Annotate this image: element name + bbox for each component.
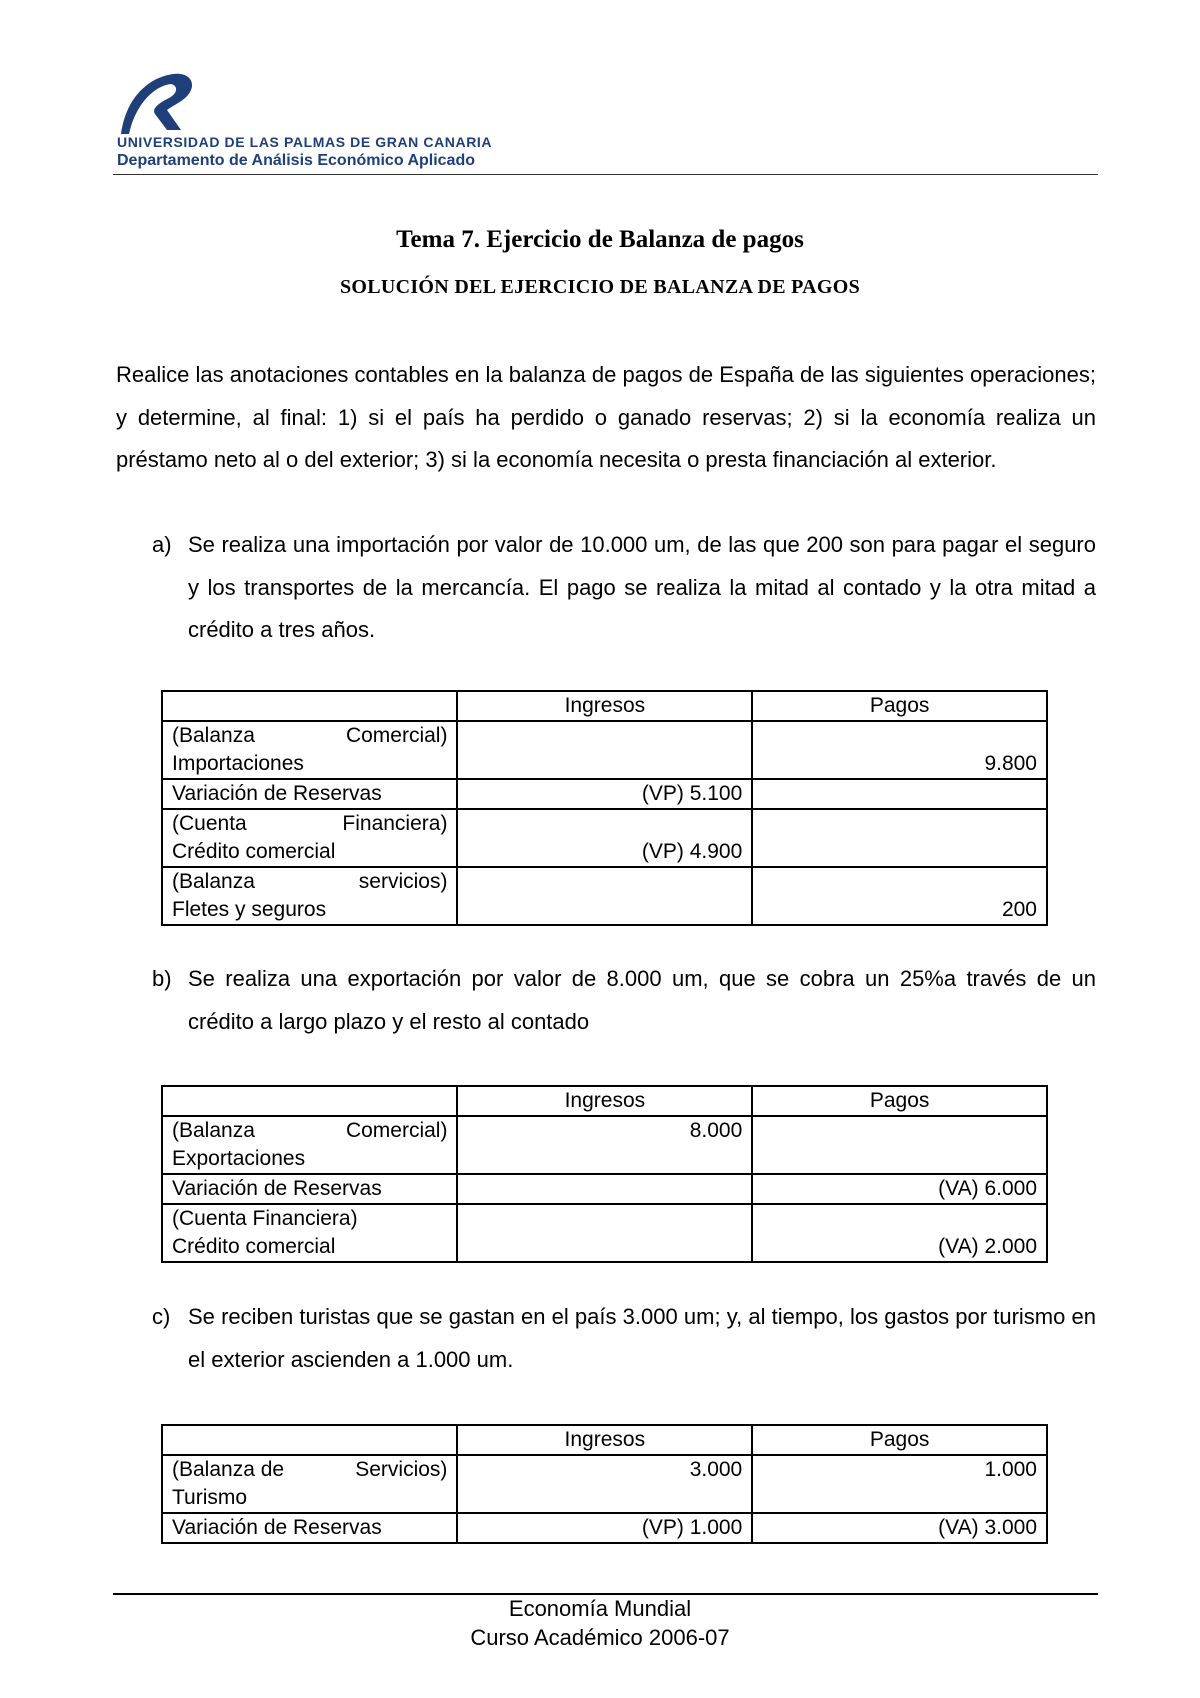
concept-cell: Variación de Reservas <box>162 1513 457 1543</box>
concept-cell: (Balanza servicios) Fletes y seguros <box>162 867 457 925</box>
pagos-cell: (VA) 2.000 <box>752 1204 1047 1262</box>
table-header-row <box>162 1086 1047 1116</box>
concept-cell: (Cuenta Financiera) Crédito comercial <box>162 809 457 867</box>
ingresos-cell: (VP) 5.100 <box>457 779 752 809</box>
footer-course: Economía Mundial <box>508 1596 692 1621</box>
header-pagos: Pagos <box>752 1425 1047 1455</box>
item-text: Se realiza una exportación por valor de 8.000 um, que se cobra un 25%a través de un crédito a largo plazo y el resto al contado <box>188 966 1096 1034</box>
table-row <box>162 1455 1047 1513</box>
header-pagos: Pagos <box>752 691 1047 721</box>
table-row <box>162 1513 1047 1543</box>
university-logo-icon <box>115 68 205 138</box>
item-label: b) <box>152 966 172 991</box>
exercise-item-a <box>152 524 1096 652</box>
item-text: Se realiza una importación por valor de 10.000 um, de las que 200 son para pagar el seguro y los transportes de la mercancía. El pago se realiza la mitad al contado y la otra mitad a crédito a tres años. <box>188 532 1096 642</box>
header-ingresos: Ingresos <box>457 1425 752 1455</box>
table-header-row <box>162 1425 1047 1455</box>
ingresos-cell: 3.000 <box>457 1455 752 1513</box>
footer-year: Curso Académico 2006-07 <box>470 1625 730 1650</box>
table-row <box>162 779 1047 809</box>
footer-divider <box>113 1593 1098 1595</box>
balance-table-c <box>161 1424 1048 1544</box>
concept-cell: (Balanza Comercial) Exportaciones <box>162 1116 457 1174</box>
table-row <box>162 1174 1047 1204</box>
university-name: UNIVERSIDAD DE LAS PALMAS DE GRAN CANARIA <box>117 134 493 150</box>
table-row <box>162 1204 1047 1262</box>
concept-cell: Variación de Reservas <box>162 779 457 809</box>
exercise-item-c <box>152 1296 1096 1381</box>
ingresos-cell <box>457 1174 752 1204</box>
pagos-cell: 1.000 <box>752 1455 1047 1513</box>
table-row <box>162 867 1047 925</box>
page-header <box>113 62 1098 175</box>
header-pagos: Pagos <box>752 1086 1047 1116</box>
header-ingresos: Ingresos <box>457 1086 752 1116</box>
pagos-cell: 9.800 <box>752 721 1047 779</box>
item-label: a) <box>152 532 172 557</box>
concept-cell: Variación de Reservas <box>162 1174 457 1204</box>
ingresos-cell: (VP) 1.000 <box>457 1513 752 1543</box>
balance-table-b <box>161 1085 1048 1263</box>
page-title: Tema 7. Ejercicio de Balanza de pagos <box>396 226 804 253</box>
table-row <box>162 1116 1047 1174</box>
balance-table-a <box>161 690 1048 926</box>
concept-cell: (Balanza Comercial) Importaciones <box>162 721 457 779</box>
ingresos-cell <box>457 721 752 779</box>
item-label: c) <box>152 1304 171 1329</box>
header-ingresos: Ingresos <box>457 691 752 721</box>
page-subtitle: SOLUCIÓN DEL EJERCICIO DE BALANZA DE PAGOS <box>339 276 861 298</box>
table-row <box>162 721 1047 779</box>
ingresos-cell <box>457 1204 752 1262</box>
ingresos-cell <box>457 867 752 925</box>
ingresos-cell: 8.000 <box>457 1116 752 1174</box>
pagos-cell: (VA) 6.000 <box>752 1174 1047 1204</box>
pagos-cell: 200 <box>752 867 1047 925</box>
table-header-row <box>162 691 1047 721</box>
department-name: Departamento de Análisis Económico Aplicado <box>117 152 475 169</box>
intro-paragraph: Realice las anotaciones contables en la balanza de pagos de España de las siguientes operaciones; y determine, al final: 1) si el país ha perdido o ganado reservas; 2) si la economía realiza un préstamo neto al o del exterior; 3) si la economía necesita o presta financiación al exterior. <box>116 362 1096 472</box>
table-row <box>162 809 1047 867</box>
concept-cell: (Balanza de Servicios) Turismo <box>162 1455 457 1513</box>
exercise-item-b <box>152 958 1096 1043</box>
pagos-cell <box>752 809 1047 867</box>
pagos-cell <box>752 1116 1047 1174</box>
pagos-cell <box>752 779 1047 809</box>
ingresos-cell: (VP) 4.900 <box>457 809 752 867</box>
concept-cell: (Cuenta Financiera) Crédito comercial <box>162 1204 457 1262</box>
item-text: Se reciben turistas que se gastan en el país 3.000 um; y, al tiempo, los gastos por turismo en el exterior ascienden a 1.000 um. <box>188 1304 1096 1372</box>
pagos-cell: (VA) 3.000 <box>752 1513 1047 1543</box>
